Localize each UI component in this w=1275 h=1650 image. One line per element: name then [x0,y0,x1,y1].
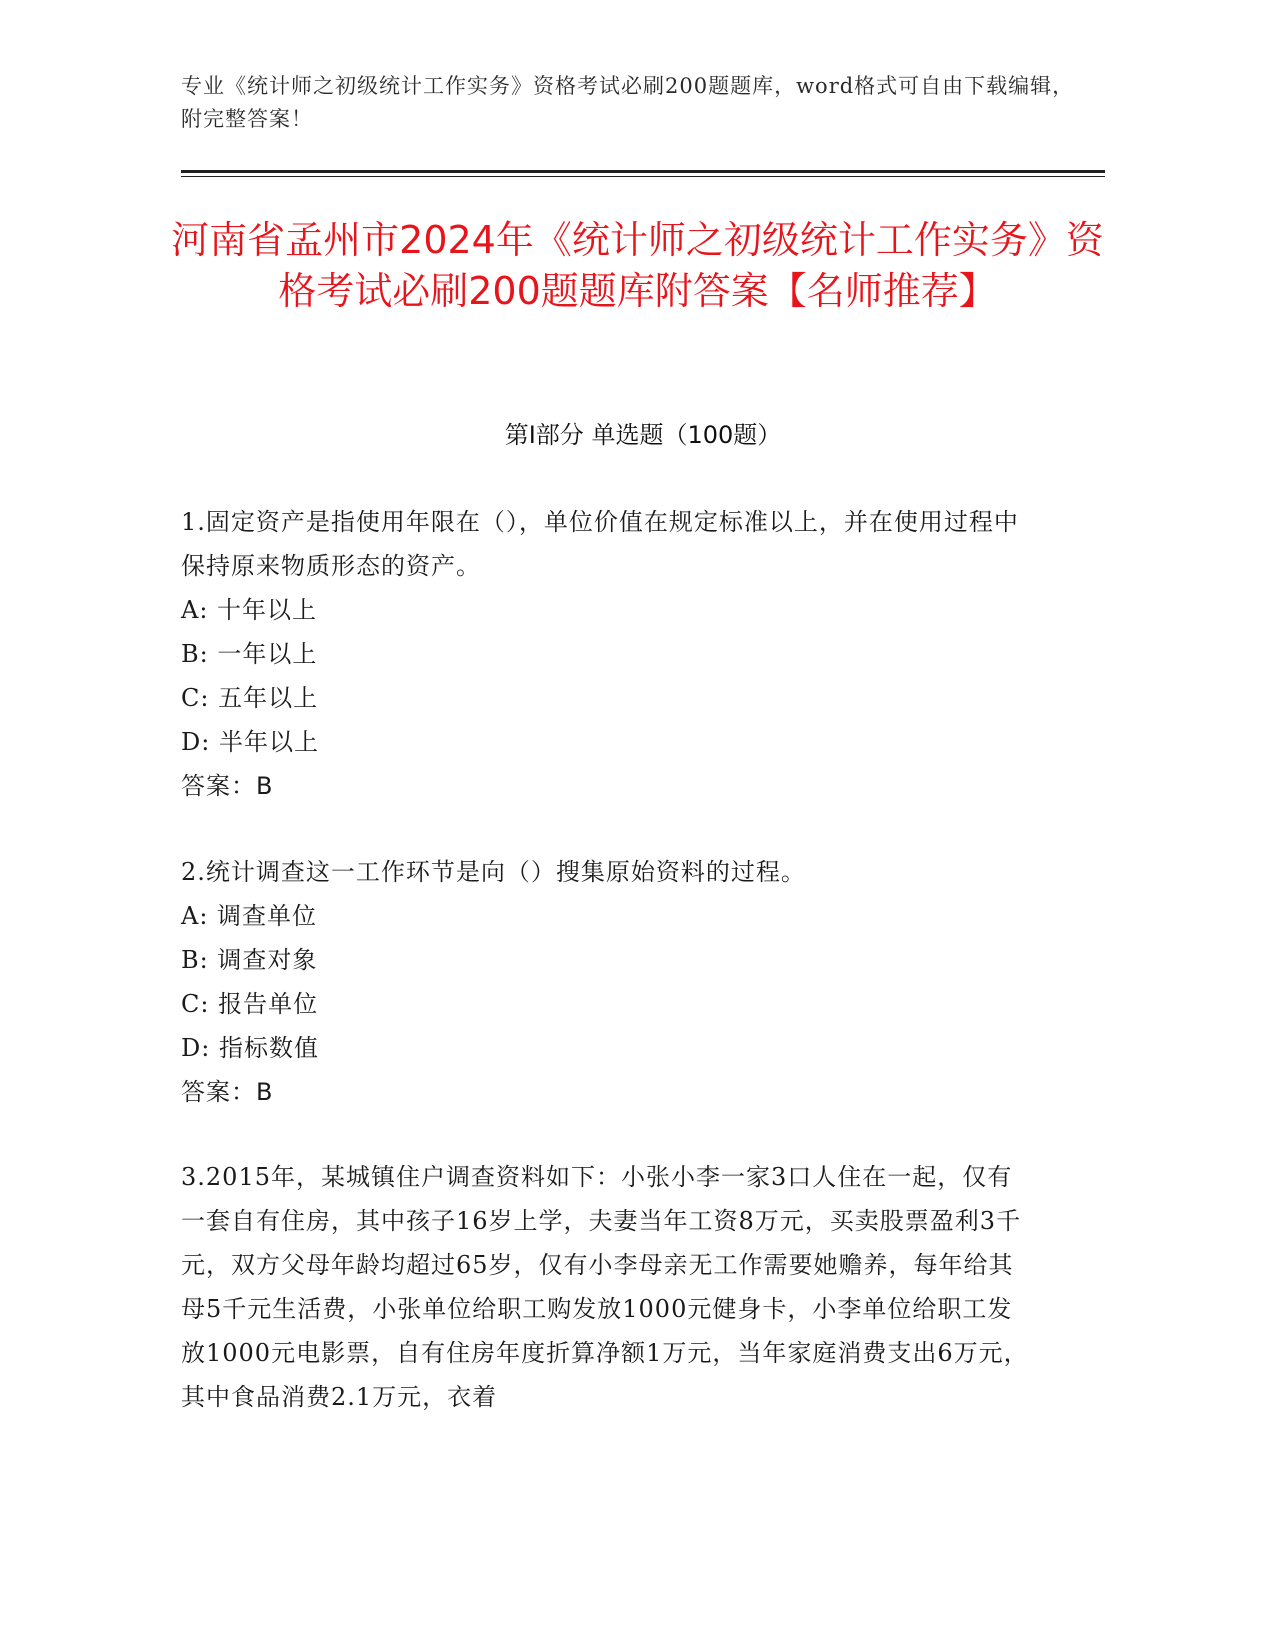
answer-label: 答案：B [181,1078,274,1106]
option-a: A: 调查单位 [181,902,318,930]
header-divider-thin [181,176,1105,177]
option-c: C: 报告单位 [181,990,319,1018]
question-1 [181,500,1031,808]
option-a: A: 十年以上 [181,596,318,624]
answer-label: 答案：B [181,772,274,800]
question-2 [181,850,1031,1114]
section-title: 第I部分 单选题（100题） [504,421,782,449]
question-stem: 3.2015年，某城镇住户调查资料如下：小张小李一家3口人住在一起，仅有一套自有住房，其中孩子16岁上学，夫妻当年工资8万元，买卖股票盈利3千元，双方父母年龄均超过65岁，仅有小李母亲无工作需要她赡养，每年给其母5千元生活费，小张单位给职工购发放1000元健身卡，小李单位给职工发放1000元电影票，自有住房年度折算净额1万元，当年家庭消费支出6万元，其中食品消费2.1万元，衣着 [181,1163,1029,1411]
option-c: C: 五年以上 [181,684,319,712]
option-b: B: 调查对象 [181,946,318,974]
page-title: 河南省孟州市2024年《统计师之初级统计工作实务》资格考试必刷200题题库附答案【名师推荐】 [171,218,1104,313]
option-d: D: 半年以上 [181,728,319,756]
header-note: 专业《统计师之初级统计工作实务》资格考试必刷200题题库，word格式可自由下载编辑，附完整答案！ [181,74,1075,131]
option-b: B: 一年以上 [181,640,318,668]
question-3 [181,1155,1031,1419]
option-d: D: 指标数值 [181,1034,319,1062]
header-divider-thick [181,170,1105,173]
question-stem: 1.固定资产是指使用年限在（），单位价值在规定标准以上，并在使用过程中保持原来物质形态的资产。 [181,508,1019,580]
question-stem: 2.统计调查这一工作环节是向（）搜集原始资料的过程。 [181,858,806,886]
